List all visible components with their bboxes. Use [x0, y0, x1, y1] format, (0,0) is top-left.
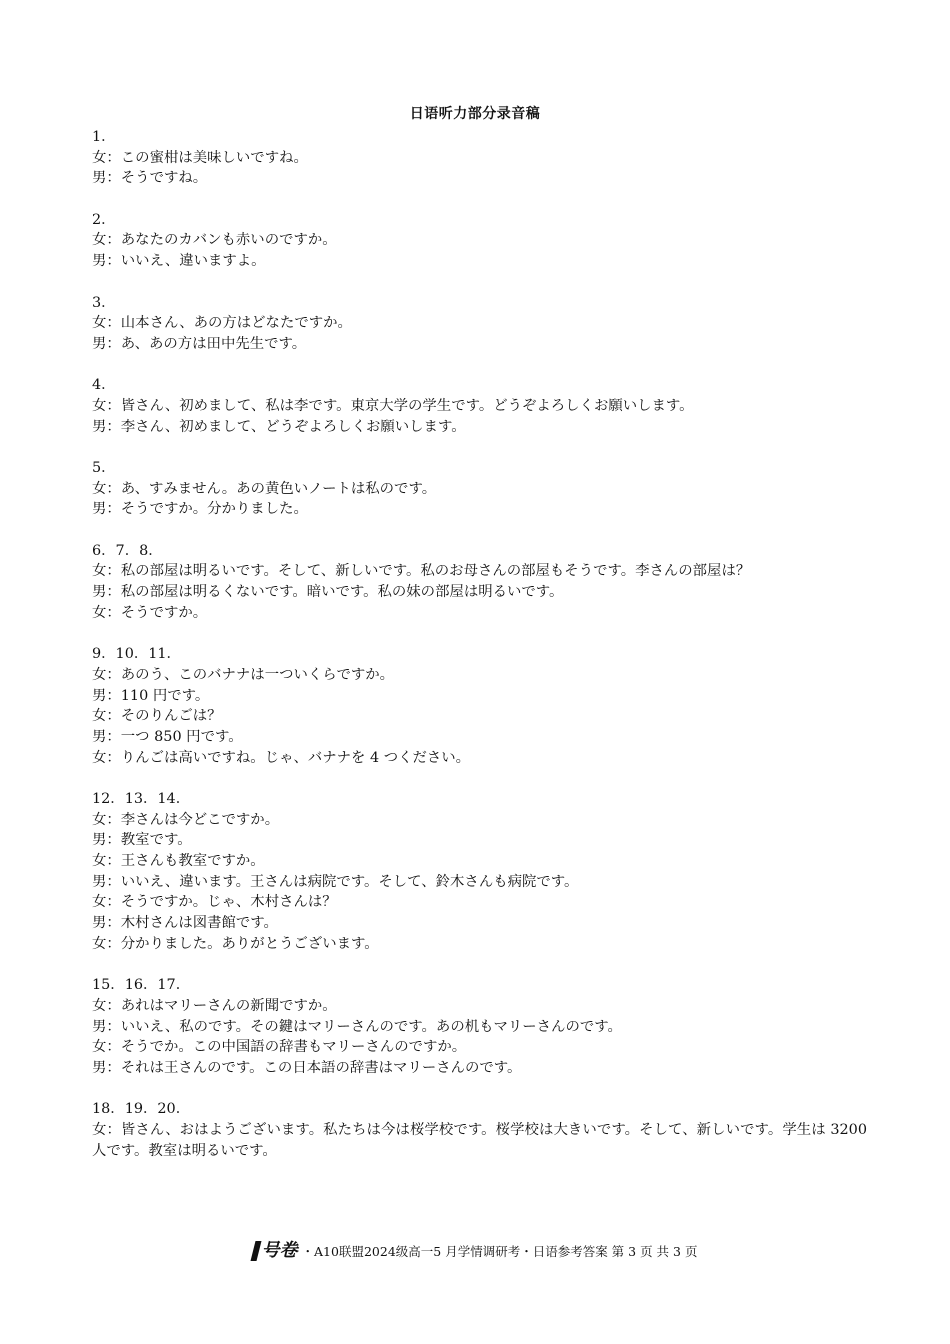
dialogue-line: 女：あなたのカバンも赤いのですか。 — [92, 232, 337, 249]
dialogue-line: 男：あ、あの方は田中先生です。 — [92, 335, 307, 352]
dialogue-line: 女：分かりました。ありがとうございます。 — [92, 935, 379, 952]
dialogue-line: 男：それは王さんのです。この日本語の辞書はマリーさんのです。 — [92, 1059, 522, 1076]
footer-text: ・A10联盟2024级高一5 月学情调研考・日语参考答案 第 3 页 共 3 页 — [301, 1244, 698, 1259]
dialogue-line: 女：そのりんごは？ — [92, 708, 222, 725]
dialogue-line: 男：いいえ、私のです。その鍵はマリーさんのです。あの机もマリーさんのです。 — [92, 1018, 622, 1035]
dialogue-line: 男：李さん、初めまして、どうぞよろしくお願いします。 — [92, 418, 466, 435]
dialogue-line: 女：あ、すみません。あの黄色いノートは私のです。 — [92, 480, 437, 497]
dialogue-line: 男：木村さんは図書館です。 — [92, 915, 278, 932]
dialogue-line: 男：いいえ、違いますよ。 — [92, 253, 266, 270]
dialogue-line: 女：この蜜柑は美味しいですね。 — [92, 149, 308, 166]
question-section — [92, 1099, 867, 1161]
question-section — [92, 975, 867, 1078]
dialogue-line: 男：そうですね。 — [92, 170, 208, 187]
dialogue-line: 女：そうですか。じゃ、木村さんは？ — [92, 894, 337, 911]
question-number: 3． — [92, 294, 116, 311]
question-section — [92, 644, 867, 768]
dialogue-line: 男：110 円です。 — [92, 687, 210, 704]
question-number: 1． — [92, 129, 116, 145]
dialogue-line: 男：私の部屋は明るくないです。暗いです。私の妹の部屋は明るいです。 — [92, 584, 564, 601]
dialogue-line: 男：いいえ、違います。王さんは病院です。そして、鈴木さんも病院です。 — [92, 873, 579, 890]
question-section — [92, 210, 867, 272]
logo-mark-icon — [250, 1241, 261, 1261]
question-section — [92, 458, 867, 520]
logo-text: 号卷 — [261, 1240, 298, 1261]
question-number: 15．16．17． — [92, 977, 191, 994]
page-footer — [0, 1241, 950, 1261]
question-section — [92, 375, 867, 437]
question-section — [92, 127, 867, 189]
question-number: 12．13．14． — [92, 791, 191, 807]
dialogue-line: 女：山本さん、あの方はどなたですか。 — [92, 315, 352, 332]
dialogue-line: 女：あれはマリーさんの新聞ですか。 — [92, 997, 337, 1014]
dialogue-line: 女：りんごは高いですね。じゃ、バナナを 4 つください。 — [92, 749, 471, 766]
publisher-logo — [253, 1241, 298, 1261]
dialogue-line: 女：あのう、このバナナは一ついくらですか。 — [92, 666, 395, 683]
dialogue-line: 女：皆さん、初めまして、私は李です。東京大学の学生です。どうぞよろしくお願いします。 — [92, 397, 694, 414]
dialogue-line: 女：李さんは今どこですか。 — [92, 811, 280, 828]
dialogue-line: 女：皆さん、おはようございます。私たちは今は桜学校です。桜学校は大きいです。そして、新しいです。学生は 3200 人です。教室は明るいです。 — [92, 1122, 867, 1159]
question-number: 4． — [92, 377, 116, 394]
question-number: 6．7．8． — [92, 542, 163, 559]
page-title: 日语听力部分录音稿 — [409, 106, 541, 122]
question-section — [92, 293, 867, 355]
question-number: 18．19．20． — [92, 1101, 191, 1118]
dialogue-line: 男：教室です。 — [92, 832, 192, 849]
dialogue-line: 女：私の部屋は明るいです。そして、新しいです。私のお母さんの部屋もそうです。李さんの部屋は？ — [92, 563, 751, 580]
question-number: 9．10．11． — [92, 646, 181, 663]
question-number: 2． — [92, 211, 116, 228]
dialogue-line: 女：そうでか。この中国語の辞書もマリーさんのですか。 — [92, 1039, 467, 1056]
dialogue-line: 男：そうですか。分かりました。 — [92, 501, 308, 518]
question-number: 5． — [92, 460, 116, 476]
transcript — [92, 127, 867, 1161]
dialogue-line: 女：そうですか。 — [92, 604, 208, 621]
dialogue-line: 女：王さんも教室ですか。 — [92, 853, 265, 870]
question-section — [92, 541, 867, 624]
question-section — [92, 789, 867, 955]
dialogue-line: 男：一つ 850 円です。 — [92, 728, 243, 745]
